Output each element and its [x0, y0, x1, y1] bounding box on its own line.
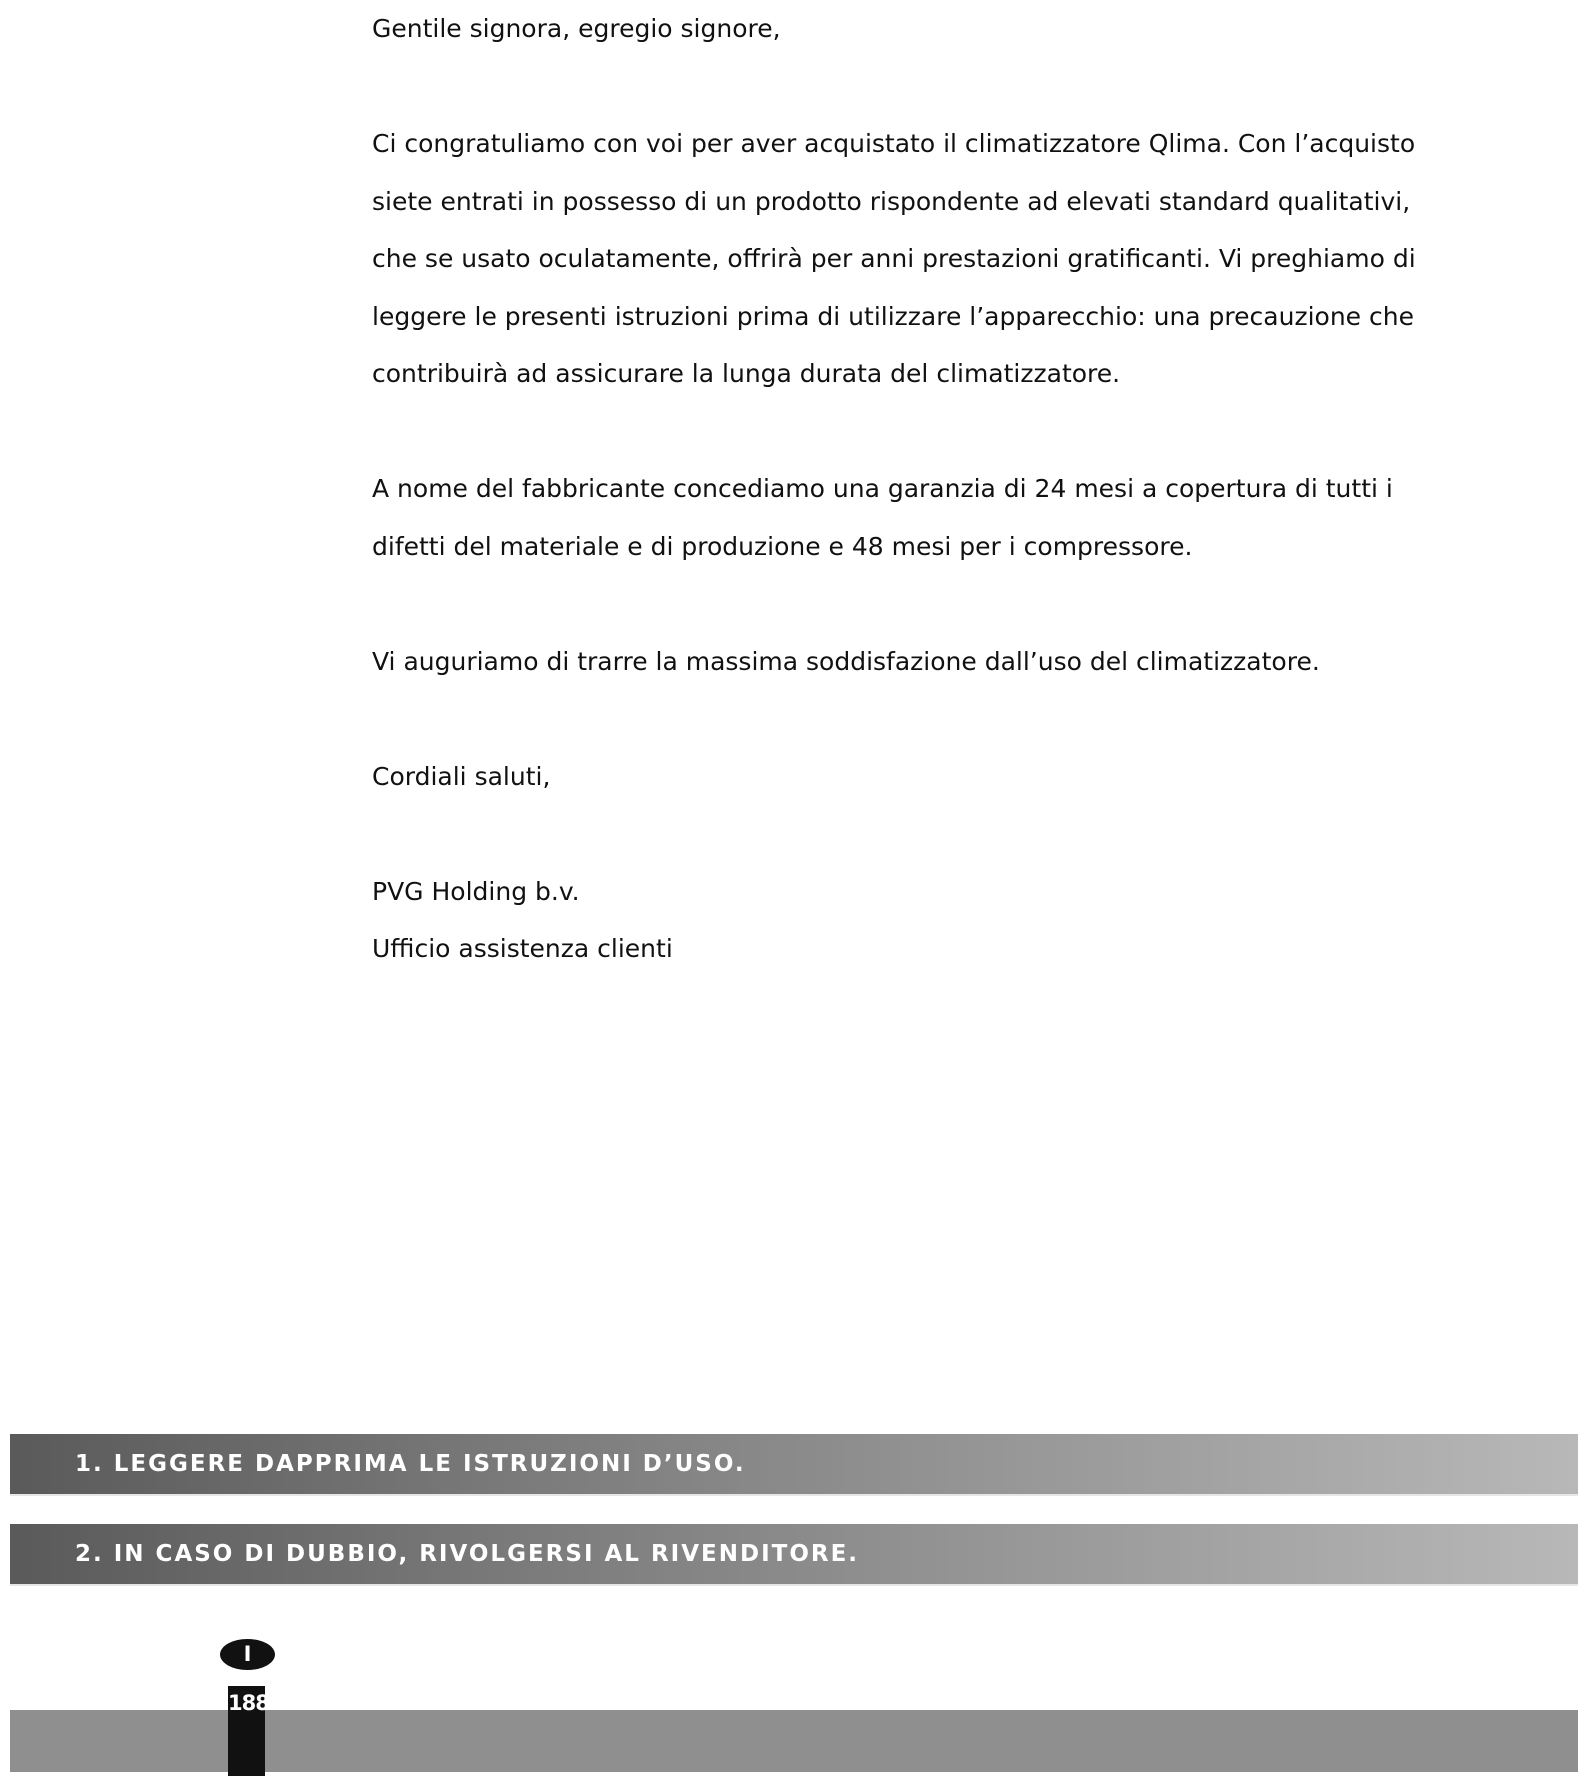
letter-greeting: Gentile signora, egregio signore,: [372, 14, 781, 43]
letter-closing: Cordiali saluti,: [372, 761, 551, 791]
signature-department: Ufficio assistenza clienti: [372, 934, 673, 963]
letter-paragraph-intro: Ci congratuliamo con voi per aver acquistato il climatizzatore Qlima. Con l’acquisto siete entrati in possesso di un prodotto rispondente ad elevati standard qualitativi, che se usato oculatamente, offrirà per anni prestazioni gratificanti. Vi preghiamo di leggere le presenti istruzioni prima di utilizzare l’apparecchio: una precauzione che contribuirà ad assicurare la lunga durata del climatizzatore.: [372, 129, 1416, 388]
letter-paragraph-wishes: Vi auguriamo di trarre la massima soddisfazione dall’uso del climatizzatore.: [372, 646, 1320, 676]
instruction-banner-read-first-text: 1. LEGGERE DAPPRIMA LE ISTRUZIONI D’USO.: [75, 1451, 746, 1477]
letter-body: [372, 0, 1462, 978]
language-badge: I: [220, 1639, 275, 1670]
page-number: 188: [228, 1691, 269, 1715]
instruction-banner-read-first: [10, 1434, 1578, 1494]
instruction-banner-ask-dealer-text: 2. IN CASO DI DUBBIO, RIVOLGERSI AL RIVENDITORE.: [75, 1541, 860, 1567]
signature-company: PVG Holding b.v.: [372, 876, 580, 906]
letter-paragraph-warranty: A nome del fabbricante concediamo una garanzia di 24 mesi a copertura di tutti i difetti del materiale e di produzione e 48 mesi per i compressore.: [372, 474, 1393, 561]
instruction-banner-ask-dealer: [10, 1524, 1578, 1584]
